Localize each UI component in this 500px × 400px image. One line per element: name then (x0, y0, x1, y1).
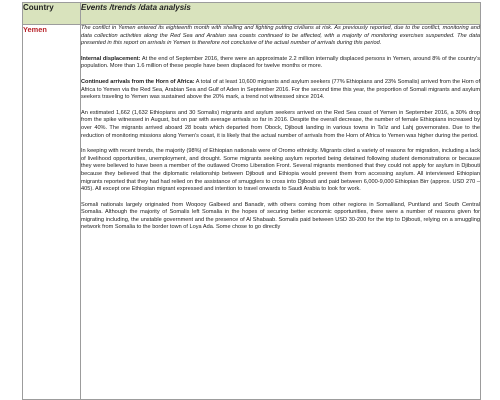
arrivals-text: A total of at least 10,600 migrants and asylum seekers (77% Ethiopians and 23% Somalis) arrived from the Horn of Africa to Yemen via the Red Sea, Arabian Sea and Gulf of Aden in September 2016. For the second time this year, the proportion of Somali migrants and asylum seekers traveling to Yemen was sustained above the 20% mark, a trend not witnessed since 2014. (81, 78, 481, 101)
internal-displacement-text: At the end of September 2016, there were an approximate 2.2 million internally displaced persons in Yemen, around 8% of the country's population. More than 1.6 million of these people have been displaced for twelve months or more. (81, 55, 480, 70)
internal-displacement-paragraph (81, 56, 480, 71)
header-country: Country (23, 3, 81, 25)
table-row (23, 25, 481, 400)
header-events: Events /trends /data analysis (81, 3, 481, 25)
red-sea-arrivals-paragraph: An estimated 1,662 (1,632 Ethiopians and 30 Somalis) migrants and asylum seekers arrived on the Red Sea coast of Yemen in September 2016, a 30% drop from the spike witnessed in August, but on par with average arrivals so far in 2016. Despite the overall decrease, the number of female Ethiopians increased by over 40%. The migrants arrived aboard 28 boats which departed from Obock, Djibouti landing in various towns in Ta'iz and Lahj governorates. Due to the reduction of monitoring missions along Yemen's coast, it is likely that the actual number of arrivals from the Horn of Africa to Yemen was higher during the period. (81, 109, 480, 139)
somali-nationals-paragraph: Somali nationals largely originated from Woqooy Galbeed and Banadir, with others coming from other regions in Somaliland, Puntland and South Central Somalia. Although the majority of Somalis left Somalia in the hopes of securing better economic opportunities, there were a number of reasons given for migrating including, the unstable government and the presence of Al Shabaab. Somalis paid between USD 30-200 for the trip to Djibouti, relying on a smuggling network from Somalia to the border town of Loya Ada. Some chose to go directly (81, 201, 480, 231)
report-table (22, 2, 481, 400)
country-cell: Yemen (23, 25, 81, 400)
ethiopian-nationals-paragraph: In keeping with recent trends, the majority (98%) of Ethiopian nationals were of Oromo ethnicity. Migrants cited a variety of reasons for migration, including a lack of livelihood opportunities, unemployment, and drought. Some migrants seeking asylum reported being detained following student demonstrations or because they were believed to have been a member of the outlawed Oromo Liberation Front. Several migrants mentioned that they could not apply for asylum in Djibouti because they believed that the diplomatic relationship between Djibouti and Ethiopia would prevent them from accessing asylum. All interviewed Ethiopian migrants reported that they had had relied on the assistance of smugglers to cross into Djibouti and paid between 6,000-9,000 Ethiopian Birr (approx. USD 270 – 405). All except one Ethiopian migrant expressed and intention to travel onwards to Saudi Arabia to look for work. (81, 148, 480, 193)
intro-paragraph: The conflict in Yemen entered its eighteenth month with shelling and fighting putting civilians at risk. As previously reported, due to the conflict, monitoring and data collection activities along the Red Sea and Arabian sea coasts continued to be affected, with a majority of monitoring exercises suspended. The data presented in this report on arrivals in Yemen is therefore not conclusive of the actual number of arrivals during this period. (81, 25, 480, 47)
arrivals-title: Continued arrivals from the Horn of Africa: (81, 78, 195, 85)
events-cell (81, 25, 481, 400)
internal-displacement-title: Internal displacement: (81, 55, 141, 62)
table-header-row (23, 3, 481, 25)
arrivals-paragraph (81, 79, 480, 102)
